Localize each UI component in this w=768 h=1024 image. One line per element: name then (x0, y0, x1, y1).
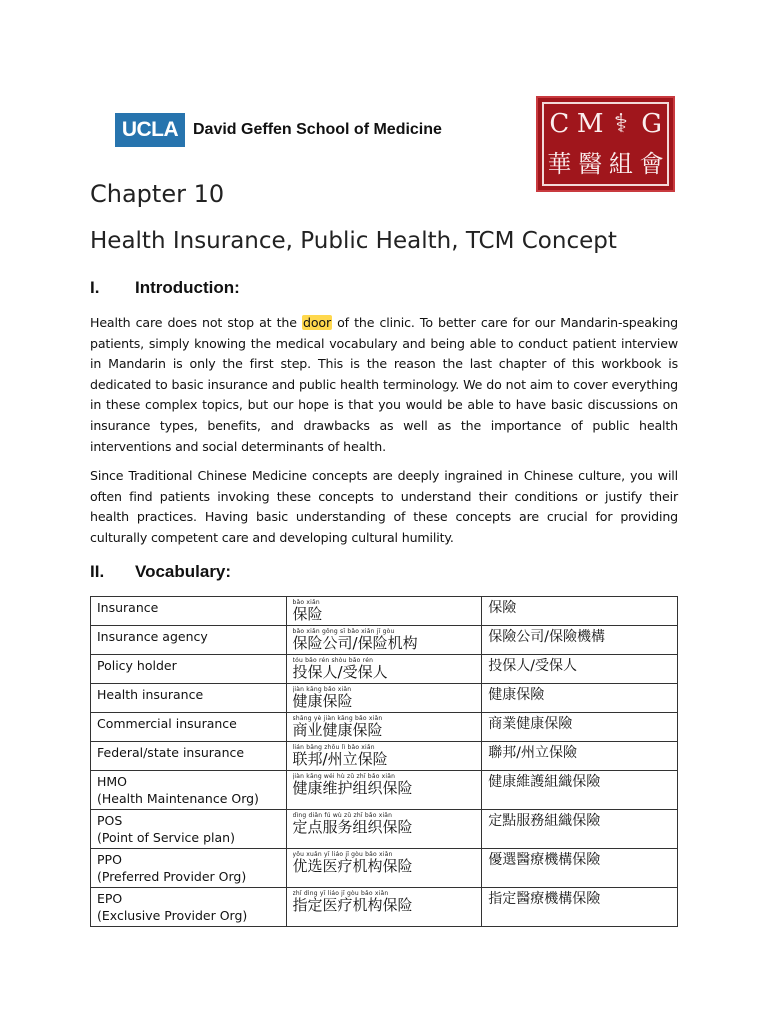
english-term: Insurance agency (97, 629, 208, 644)
traditional-chinese-term: 保險 (488, 600, 517, 616)
traditional-chinese-cell (482, 888, 678, 927)
english-term: EPO (97, 891, 123, 906)
pinyin-annotation: jiàn kāng wéi hù zǔ zhī bǎo xiǎn (292, 773, 396, 780)
cmg-char: M (576, 109, 604, 139)
traditional-chinese-cell (482, 597, 678, 626)
simplified-chinese-cell (286, 684, 482, 713)
simplified-chinese-term: 健康保险 (292, 692, 353, 710)
simplified-chinese-cell (286, 655, 482, 684)
section-label: Introduction: (135, 278, 240, 297)
traditional-chinese-term: 健康維護組織保險 (488, 774, 601, 790)
english-term: HMO (97, 774, 128, 789)
traditional-chinese-cell (482, 626, 678, 655)
pinyin-annotation: bǎo xiǎn gōng sī bǎo xiǎn jī gòu (292, 628, 395, 635)
vocabulary-table-body (91, 597, 678, 927)
traditional-chinese-term: 聯邦/州立保險 (488, 745, 577, 761)
traditional-chinese-cell (482, 742, 678, 771)
english-term-cell (91, 684, 287, 713)
pinyin-annotation: jiàn kāng bǎo xiǎn (292, 686, 352, 693)
traditional-chinese-term: 商業健康保險 (488, 716, 573, 732)
traditional-chinese-cell (482, 849, 678, 888)
traditional-chinese-cell (482, 713, 678, 742)
pinyin-annotation: zhǐ dìng yī liáo jī gòu bǎo xiǎn (292, 890, 389, 897)
traditional-chinese-term: 健康保險 (488, 687, 545, 703)
simplified-chinese-cell (286, 810, 482, 849)
simplified-chinese-term: 健康维护组织保险 (292, 779, 413, 797)
simplified-chinese-cell (286, 849, 482, 888)
vocabulary-table (90, 596, 678, 927)
english-term-cell (91, 742, 287, 771)
table-row (91, 713, 678, 742)
english-term: PPO (97, 852, 122, 867)
table-row (91, 849, 678, 888)
simplified-chinese-term: 指定医疗机构保险 (292, 896, 413, 914)
simplified-chinese-cell (286, 888, 482, 927)
table-row (91, 810, 678, 849)
simplified-chinese-term: 投保人/受保人 (292, 663, 388, 681)
english-term-cell (91, 810, 287, 849)
simplified-chinese-cell (286, 597, 482, 626)
pinyin-annotation: yōu xuǎn yī liáo jī gòu bǎo xiǎn (292, 851, 393, 858)
table-row (91, 771, 678, 810)
traditional-chinese-term: 指定醫療機構保險 (488, 891, 601, 907)
traditional-chinese-cell (482, 655, 678, 684)
simplified-chinese-term: 保险 (292, 605, 323, 623)
english-term-cell (91, 655, 287, 684)
cmg-seal-logo (536, 96, 675, 192)
section-heading-vocabulary (90, 562, 231, 582)
school-name: David Geffen School of Medicine (193, 121, 442, 138)
section-label: Vocabulary: (135, 562, 232, 581)
pinyin-annotation: bǎo xiǎn (292, 599, 320, 606)
table-row (91, 626, 678, 655)
simplified-chinese-term: 定点服务组织保险 (292, 818, 413, 836)
english-term: Commercial insurance (97, 716, 237, 731)
intro-paragraph-2: Since Traditional Chinese Medicine concepts are deeply ingrained in Chinese culture, you will often find patients invoking these concepts to understand their conditions or justify their health practices. Having basic understanding of these concepts are crucial for providing culturally competent care and developing cultural humility. (90, 468, 678, 545)
simplified-chinese-term: 优选医疗机构保险 (292, 857, 413, 875)
table-row (91, 684, 678, 713)
cmg-char: C (549, 109, 570, 139)
pinyin-annotation: shāng yè jiàn kāng bǎo xiǎn (292, 715, 383, 722)
pinyin-annotation: lián bāng zhōu lì bǎo xiǎn (292, 744, 375, 751)
english-term-cell (91, 597, 287, 626)
english-term: Health insurance (97, 687, 204, 702)
table-row (91, 888, 678, 927)
intro-paragraph-1 (90, 313, 678, 457)
simplified-chinese-cell (286, 742, 482, 771)
english-term: Policy holder (97, 658, 177, 673)
english-term-expansion: (Preferred Provider Org) (97, 869, 247, 884)
traditional-chinese-cell (482, 810, 678, 849)
english-term-cell (91, 771, 287, 810)
cmg-char: G (641, 109, 663, 139)
section-number: II. (90, 562, 105, 581)
pinyin-annotation: dìng diǎn fú wù zǔ zhī bǎo xiǎn (292, 812, 393, 819)
section-heading-introduction (90, 278, 240, 298)
cmg-char: 組 (608, 150, 633, 178)
english-term: POS (97, 813, 123, 828)
table-row (91, 597, 678, 626)
paragraph-text: of the clinic. To better care for our Mandarin-speaking patients, simply knowing the medical vocabulary and being able to conduct patient interview in Mandarin is only the first step. This is the reason the last chapter of this workbook is dedicated to basic insurance and public health terminology. We do not aim to cover everything in these complex topics, but our hope is that you would be able to have basic discussions on insurance types, benefits, and drawbacks as well as the importance of public health interventions and social determinants of health. (90, 315, 678, 454)
ucla-wordmark: UCLA (115, 113, 185, 147)
simplified-chinese-term: 联邦/州立保险 (292, 750, 388, 768)
cmg-seal-grid (542, 102, 669, 186)
english-term-cell (91, 849, 287, 888)
table-row (91, 655, 678, 684)
table-row (91, 742, 678, 771)
cmg-char: 會 (639, 150, 664, 178)
english-term-expansion: (Health Maintenance Org) (97, 791, 259, 806)
traditional-chinese-term: 定點服務組織保險 (488, 813, 601, 829)
english-term-expansion: (Exclusive Provider Org) (97, 908, 248, 923)
cmg-char: 華 (547, 150, 572, 178)
pinyin-annotation: tóu bǎo rén shòu bǎo rén (292, 657, 374, 664)
simplified-chinese-term: 保险公司/保险机构 (292, 634, 418, 652)
chapter-title: Chapter 10 (90, 180, 225, 208)
paragraph-text: Health care does not stop at the (90, 315, 302, 330)
highlighted-word: door (302, 315, 331, 330)
cmg-char: 醫 (578, 150, 603, 178)
caduceus-icon: ⚕ (613, 109, 628, 139)
chapter-subtitle: Health Insurance, Public Health, TCM Concept (90, 228, 617, 254)
traditional-chinese-term: 保險公司/保險機構 (488, 629, 605, 645)
english-term-expansion: (Point of Service plan) (97, 830, 235, 845)
traditional-chinese-cell (482, 771, 678, 810)
traditional-chinese-term: 優選醫療機構保險 (488, 852, 601, 868)
english-term-cell (91, 626, 287, 655)
traditional-chinese-term: 投保人/受保人 (488, 658, 577, 674)
simplified-chinese-term: 商业健康保险 (292, 721, 383, 739)
traditional-chinese-cell (482, 684, 678, 713)
english-term-cell (91, 713, 287, 742)
english-term: Insurance (97, 600, 159, 615)
english-term-cell (91, 888, 287, 927)
simplified-chinese-cell (286, 713, 482, 742)
ucla-logo (115, 113, 442, 147)
simplified-chinese-cell (286, 626, 482, 655)
section-number: I. (90, 278, 100, 297)
simplified-chinese-cell (286, 771, 482, 810)
english-term: Federal/state insurance (97, 745, 245, 760)
